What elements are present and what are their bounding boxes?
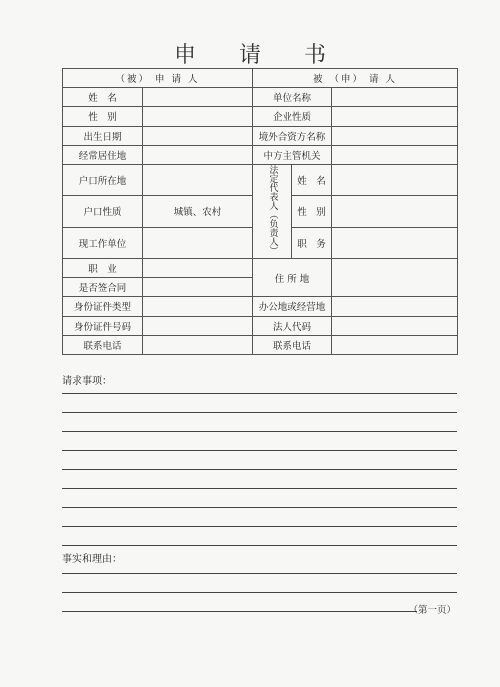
applicant-header: （被） 申 请 人	[63, 69, 253, 88]
field-respondent-phone[interactable]	[332, 335, 458, 354]
table-header-row	[63, 69, 458, 88]
label-residence: 经常居住地	[63, 145, 143, 164]
request-line[interactable]	[62, 545, 457, 546]
table-row	[63, 297, 458, 316]
label-occupation: 职 业	[63, 258, 143, 277]
label-hukou-location: 户口所在地	[63, 164, 143, 195]
page-number: （第一页）	[408, 605, 456, 616]
label-respondent-phone: 联系电话	[253, 335, 332, 354]
field-contract[interactable]	[143, 278, 253, 297]
request-line[interactable]	[62, 431, 457, 432]
field-supervisor[interactable]	[332, 145, 458, 164]
label-phone: 联系电话	[63, 335, 143, 354]
label-id-type: 身份证件类型	[63, 297, 143, 316]
table-row	[63, 88, 458, 107]
request-line[interactable]	[62, 488, 457, 489]
field-legal-code[interactable]	[332, 316, 458, 335]
field-occupation[interactable]	[143, 258, 253, 277]
label-work-unit: 现工作单位	[63, 227, 143, 258]
field-birth-date[interactable]	[143, 126, 253, 145]
label-rep-gender: 性 别	[292, 196, 332, 227]
field-rep-gender[interactable]	[332, 196, 458, 227]
label-foreign-party: 境外合资方名称	[253, 126, 332, 145]
field-hukou-location[interactable]	[143, 164, 253, 195]
label-hukou-type: 户口性质	[63, 196, 143, 227]
request-line[interactable]	[62, 412, 457, 413]
label-legal-code: 法人代码	[253, 316, 332, 335]
field-rep-position[interactable]	[332, 227, 458, 258]
table-row	[63, 145, 458, 164]
field-work-unit[interactable]	[143, 227, 253, 258]
request-line[interactable]	[62, 526, 457, 527]
label-gender: 性 别	[63, 107, 143, 126]
table-row	[63, 258, 458, 277]
table-row	[63, 107, 458, 126]
label-office: 办公地或经营地	[253, 297, 332, 316]
field-name[interactable]	[143, 88, 253, 107]
label-id-number: 身份证件号码	[63, 316, 143, 335]
label-rep-position: 职 务	[292, 227, 332, 258]
field-office[interactable]	[332, 297, 458, 316]
facts-line[interactable]	[62, 592, 457, 593]
field-phone[interactable]	[143, 335, 253, 354]
table-row	[63, 335, 458, 354]
field-gender[interactable]	[143, 107, 253, 126]
label-enterprise-type: 企业性质	[253, 107, 332, 126]
label-birth-date: 出生日期	[63, 126, 143, 145]
facts-line[interactable]	[62, 611, 417, 612]
request-line[interactable]	[62, 393, 457, 394]
field-foreign-party[interactable]	[332, 126, 458, 145]
request-line[interactable]	[62, 507, 457, 508]
respondent-header: 被 （申） 请 人	[253, 69, 458, 88]
label-rep-name: 姓 名	[292, 164, 332, 195]
legal-rep-text: 法定代表人（负责人）	[267, 164, 278, 255]
field-residence[interactable]	[143, 145, 253, 164]
field-hukou-type[interactable]: 城镇、农村	[143, 196, 253, 227]
label-contract: 是否签合同	[63, 278, 143, 297]
label-domicile: 住 所 地	[253, 258, 332, 296]
label-legal-rep	[253, 164, 292, 258]
page-title: 申 请 书	[174, 43, 344, 68]
field-rep-name[interactable]	[332, 164, 458, 195]
label-unit-name: 单位名称	[253, 88, 332, 107]
label-name: 姓 名	[63, 88, 143, 107]
field-id-type[interactable]	[143, 297, 253, 316]
field-domicile[interactable]	[332, 258, 458, 296]
party-info-table	[62, 68, 458, 355]
facts-line[interactable]	[62, 573, 457, 574]
facts-label: 事实和理由：	[62, 554, 122, 565]
field-enterprise-type[interactable]	[332, 107, 458, 126]
request-line[interactable]	[62, 450, 457, 451]
field-id-number[interactable]	[143, 316, 253, 335]
field-unit-name[interactable]	[332, 88, 458, 107]
table-row	[63, 164, 458, 195]
table-row	[63, 126, 458, 145]
request-line[interactable]	[62, 469, 457, 470]
label-supervisor: 中方主管机关	[253, 145, 332, 164]
table-row	[63, 316, 458, 335]
requests-label: 请求事项：	[62, 376, 112, 387]
